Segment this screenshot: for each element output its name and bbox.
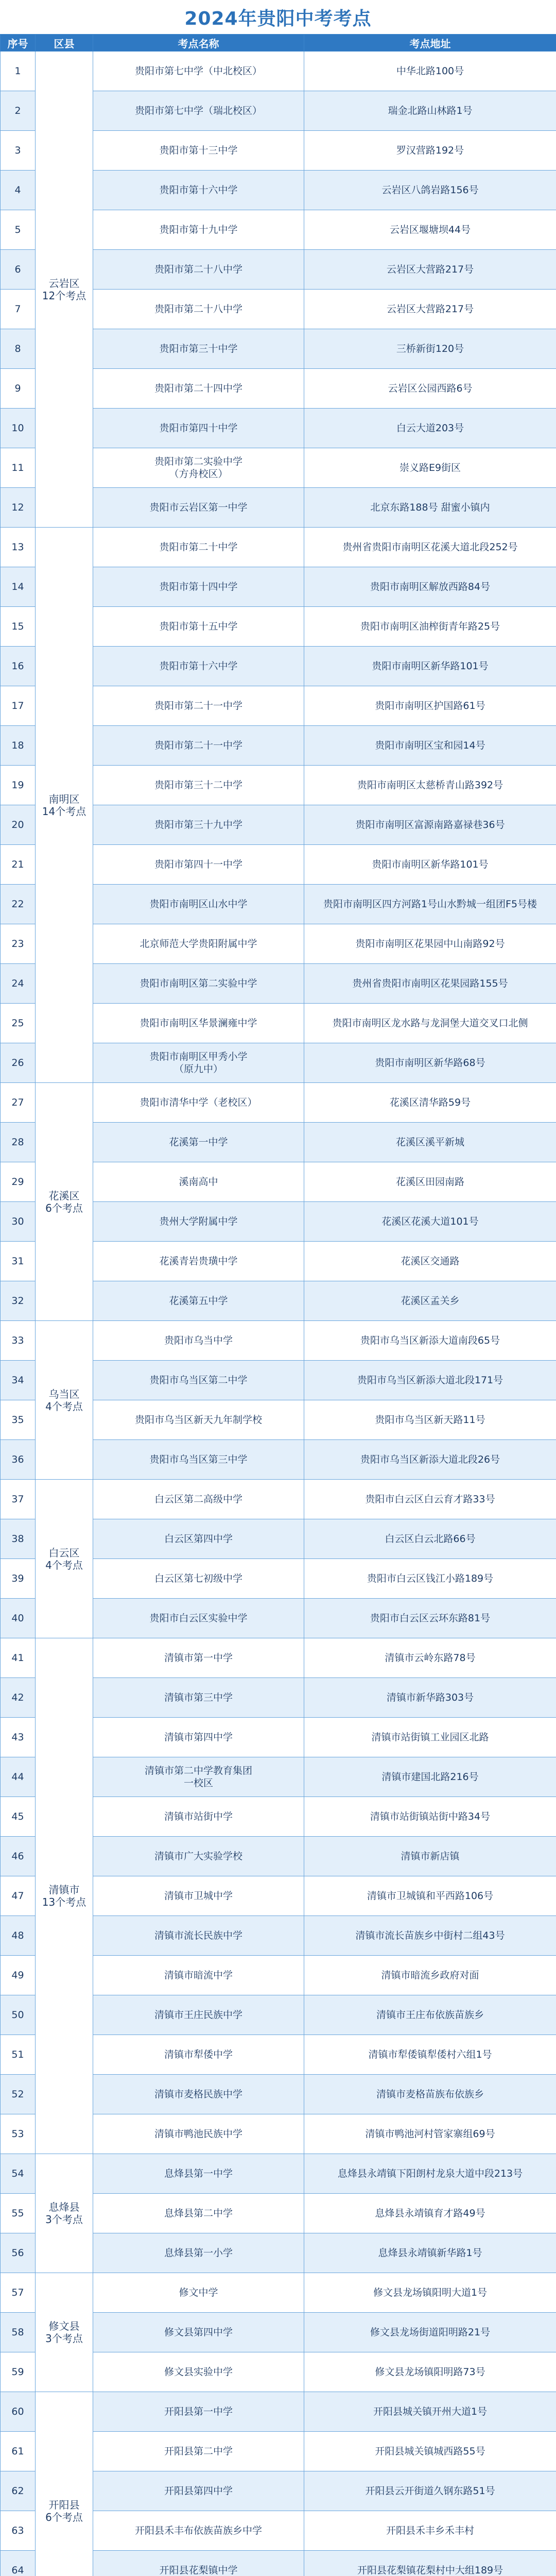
row-index: 45 — [1, 1797, 36, 1837]
address-cell: 贵州省贵阳市南明区花溪大道北段252号 — [304, 528, 556, 567]
school-name-cell: 贵阳市南明区甲秀小学 （原九中） — [93, 1043, 304, 1083]
table-row — [1, 2392, 556, 2432]
row-index: 46 — [1, 1837, 36, 1876]
school-name-cell: 花溪第五中学 — [93, 1281, 304, 1321]
row-index: 48 — [1, 1916, 36, 1956]
row-index: 52 — [1, 2075, 36, 2114]
address-cell: 云岩区大营路217号 — [304, 250, 556, 290]
school-name-cell: 修文县实验中学 — [93, 2352, 304, 2392]
table-header-row — [1, 35, 556, 52]
address-cell: 开阳县城关镇开州大道1号 — [304, 2392, 556, 2432]
address-cell: 贵阳市南明区宝和园14号 — [304, 726, 556, 766]
exam-site-table — [0, 34, 556, 2576]
row-index: 31 — [1, 1242, 36, 1281]
address-cell: 清镇市新华路303号 — [304, 1678, 556, 1718]
address-cell: 清镇市鸭池河村管家寨组69号 — [304, 2114, 556, 2154]
row-index: 9 — [1, 369, 36, 409]
district-cell: 乌当区 4个考点 — [36, 1321, 93, 1480]
row-index: 43 — [1, 1718, 36, 1757]
row-index: 3 — [1, 131, 36, 171]
row-index: 20 — [1, 805, 36, 845]
address-cell: 贵阳市南明区四方河路1号山水黔城一组团F5号楼 — [304, 885, 556, 924]
school-name-cell: 贵阳市乌当中学 — [93, 1321, 304, 1361]
address-cell: 清镇市卫城镇和平西路106号 — [304, 1876, 556, 1916]
page-title: 2024年贵阳中考考点 — [0, 0, 556, 34]
school-name-cell: 清镇市第二中学教育集团 一校区 — [93, 1757, 304, 1797]
address-cell: 开阳县云开街道久钢东路51号 — [304, 2471, 556, 2511]
row-index: 58 — [1, 2313, 36, 2352]
school-name-cell: 息烽县第二中学 — [93, 2194, 304, 2233]
address-cell: 清镇市流长苗族乡中街村二组43号 — [304, 1916, 556, 1956]
table-row — [1, 1083, 556, 1123]
row-index: 63 — [1, 2511, 36, 2551]
school-name-cell: 贵阳市第十三中学 — [93, 131, 304, 171]
row-index: 1 — [1, 52, 36, 91]
school-name-cell: 贵阳市第十六中学 — [93, 647, 304, 686]
school-name-cell: 贵阳市南明区第二实验中学 — [93, 964, 304, 1004]
school-name-cell: 白云区第四中学 — [93, 1519, 304, 1559]
address-cell: 花溪区溪平新城 — [304, 1123, 556, 1162]
header-district: 区县 — [36, 35, 93, 52]
row-index: 18 — [1, 726, 36, 766]
address-cell: 贵阳市乌当区新添大道南段65号 — [304, 1321, 556, 1361]
address-cell: 贵阳市南明区富源南路嘉禄巷36号 — [304, 805, 556, 845]
address-cell: 贵阳市南明区太慈桥青山路392号 — [304, 766, 556, 805]
address-cell: 贵阳市乌当区新添大道北段171号 — [304, 1361, 556, 1400]
address-cell: 清镇市云岭东路78号 — [304, 1638, 556, 1678]
table-row — [1, 1638, 556, 1678]
row-index: 51 — [1, 2035, 36, 2075]
address-cell: 云岩区大营路217号 — [304, 290, 556, 329]
address-cell: 息烽县永靖镇新华路1号 — [304, 2233, 556, 2273]
row-index: 21 — [1, 845, 36, 885]
school-name-cell: 清镇市第四中学 — [93, 1718, 304, 1757]
row-index: 17 — [1, 686, 36, 726]
school-name-cell: 清镇市站街中学 — [93, 1797, 304, 1837]
row-index: 60 — [1, 2392, 36, 2432]
address-cell: 修文县龙场镇阳明大道1号 — [304, 2273, 556, 2313]
school-name-cell: 贵阳市第二十一中学 — [93, 686, 304, 726]
row-index: 64 — [1, 2551, 36, 2576]
address-cell: 清镇市站街镇站街中路34号 — [304, 1797, 556, 1837]
address-cell: 贵阳市南明区护国路61号 — [304, 686, 556, 726]
school-name-cell: 开阳县禾丰布依族苗族乡中学 — [93, 2511, 304, 2551]
address-cell: 花溪区交通路 — [304, 1242, 556, 1281]
header-index: 序号 — [1, 35, 36, 52]
row-index: 28 — [1, 1123, 36, 1162]
district-cell: 云岩区 12个考点 — [36, 52, 93, 528]
address-cell: 清镇市犁倭镇犁倭村六组1号 — [304, 2035, 556, 2075]
address-cell: 清镇市站街镇工业园区北路 — [304, 1718, 556, 1757]
row-index: 62 — [1, 2471, 36, 2511]
address-cell: 中华北路100号 — [304, 52, 556, 91]
row-index: 40 — [1, 1599, 36, 1638]
address-cell: 贵阳市白云区钱江小路189号 — [304, 1559, 556, 1599]
row-index: 34 — [1, 1361, 36, 1400]
address-cell: 贵阳市南明区新华路101号 — [304, 845, 556, 885]
address-cell: 贵州省贵阳市南明区花果园路155号 — [304, 964, 556, 1004]
school-name-cell: 花溪第一中学 — [93, 1123, 304, 1162]
school-name-cell: 白云区第七初级中学 — [93, 1559, 304, 1599]
row-index: 35 — [1, 1400, 36, 1440]
district-cell: 清镇市 13个考点 — [36, 1638, 93, 2154]
school-name-cell: 清镇市广大实验学校 — [93, 1837, 304, 1876]
school-name-cell: 贵州大学附属中学 — [93, 1202, 304, 1242]
row-index: 44 — [1, 1757, 36, 1797]
district-cell: 白云区 4个考点 — [36, 1480, 93, 1638]
row-index: 11 — [1, 448, 36, 488]
address-cell: 三桥新街120号 — [304, 329, 556, 369]
row-index: 27 — [1, 1083, 36, 1123]
address-cell: 花溪区孟关乡 — [304, 1281, 556, 1321]
district-cell: 息烽县 3个考点 — [36, 2154, 93, 2273]
row-index: 14 — [1, 567, 36, 607]
row-index: 7 — [1, 290, 36, 329]
school-name-cell: 贵阳市乌当区新天九年制学校 — [93, 1400, 304, 1440]
address-cell: 贵阳市南明区花果园中山南路92号 — [304, 924, 556, 964]
school-name-cell: 开阳县第四中学 — [93, 2471, 304, 2511]
address-cell: 开阳县城关镇城西路55号 — [304, 2432, 556, 2471]
row-index: 6 — [1, 250, 36, 290]
row-index: 56 — [1, 2233, 36, 2273]
school-name-cell: 白云区第二高级中学 — [93, 1480, 304, 1519]
row-index: 29 — [1, 1162, 36, 1202]
row-index: 25 — [1, 1004, 36, 1043]
school-name-cell: 清镇市麦格民族中学 — [93, 2075, 304, 2114]
table-body — [1, 52, 556, 2576]
school-name-cell: 贵阳市第二十中学 — [93, 528, 304, 567]
school-name-cell: 贵阳市第二十一中学 — [93, 726, 304, 766]
row-index: 30 — [1, 1202, 36, 1242]
row-index: 8 — [1, 329, 36, 369]
school-name-cell: 贵阳市第十四中学 — [93, 567, 304, 607]
school-name-cell: 清镇市鸭池民族中学 — [93, 2114, 304, 2154]
table-row — [1, 2154, 556, 2194]
school-name-cell: 清镇市第一中学 — [93, 1638, 304, 1678]
school-name-cell: 北京师范大学贵阳附属中学 — [93, 924, 304, 964]
row-index: 22 — [1, 885, 36, 924]
school-name-cell: 贵阳市第十九中学 — [93, 210, 304, 250]
row-index: 36 — [1, 1440, 36, 1480]
address-cell: 贵阳市白云区白云育才路33号 — [304, 1480, 556, 1519]
address-cell: 修文县龙场镇阳明路73号 — [304, 2352, 556, 2392]
school-name-cell: 清镇市流长民族中学 — [93, 1916, 304, 1956]
address-cell: 花溪区田园南路 — [304, 1162, 556, 1202]
school-name-cell: 修文县第四中学 — [93, 2313, 304, 2352]
school-name-cell: 息烽县第一小学 — [93, 2233, 304, 2273]
row-index: 42 — [1, 1678, 36, 1718]
school-name-cell: 贵阳市第二实验中学 （方舟校区） — [93, 448, 304, 488]
school-name-cell: 修文中学 — [93, 2273, 304, 2313]
address-cell: 清镇市暗流乡政府对面 — [304, 1956, 556, 1995]
address-cell: 贵阳市乌当区新天路11号 — [304, 1400, 556, 1440]
row-index: 32 — [1, 1281, 36, 1321]
district-cell: 修文县 3个考点 — [36, 2273, 93, 2392]
school-name-cell: 清镇市第三中学 — [93, 1678, 304, 1718]
address-cell: 罗汉营路192号 — [304, 131, 556, 171]
row-index: 26 — [1, 1043, 36, 1083]
row-index: 47 — [1, 1876, 36, 1916]
address-cell: 息烽县永靖镇下阳朗村龙泉大道中段213号 — [304, 2154, 556, 2194]
row-index: 53 — [1, 2114, 36, 2154]
row-index: 57 — [1, 2273, 36, 2313]
row-index: 41 — [1, 1638, 36, 1678]
address-cell: 花溪区清华路59号 — [304, 1083, 556, 1123]
table-row — [1, 2273, 556, 2313]
row-index: 55 — [1, 2194, 36, 2233]
address-cell: 清镇市麦格苗族布依族乡 — [304, 2075, 556, 2114]
table-row — [1, 52, 556, 91]
header-school: 考点名称 — [93, 35, 304, 52]
school-name-cell: 贵阳市乌当区第二中学 — [93, 1361, 304, 1400]
address-cell: 崇义路E9街区 — [304, 448, 556, 488]
school-name-cell: 花溪青岩贵璜中学 — [93, 1242, 304, 1281]
row-index: 39 — [1, 1559, 36, 1599]
school-name-cell: 贵阳市白云区实验中学 — [93, 1599, 304, 1638]
school-name-cell: 贵阳市云岩区第一中学 — [93, 488, 304, 528]
school-name-cell: 开阳县花梨镇中学 — [93, 2551, 304, 2576]
row-index: 15 — [1, 607, 36, 647]
school-name-cell: 贵阳市第四十中学 — [93, 409, 304, 448]
address-cell: 云岩区公园西路6号 — [304, 369, 556, 409]
school-name-cell: 清镇市卫城中学 — [93, 1876, 304, 1916]
school-name-cell: 贵阳市南明区山水中学 — [93, 885, 304, 924]
address-cell: 瑞金北路山林路1号 — [304, 91, 556, 131]
row-index: 16 — [1, 647, 36, 686]
school-name-cell: 清镇市犁倭中学 — [93, 2035, 304, 2075]
row-index: 2 — [1, 91, 36, 131]
school-name-cell: 贵阳市第三十中学 — [93, 329, 304, 369]
row-index: 19 — [1, 766, 36, 805]
row-index: 13 — [1, 528, 36, 567]
address-cell: 白云区白云北路66号 — [304, 1519, 556, 1559]
table-row — [1, 1480, 556, 1519]
address-cell: 北京东路188号 甜蜜小镇内 — [304, 488, 556, 528]
school-name-cell: 贵阳市第二十八中学 — [93, 250, 304, 290]
address-cell: 白云大道203号 — [304, 409, 556, 448]
school-name-cell: 贵阳市第三十二中学 — [93, 766, 304, 805]
school-name-cell: 贵阳市第十六中学 — [93, 171, 304, 210]
row-index: 10 — [1, 409, 36, 448]
district-cell: 开阳县 6个考点 — [36, 2392, 93, 2576]
row-index: 5 — [1, 210, 36, 250]
row-index: 54 — [1, 2154, 36, 2194]
school-name-cell: 清镇市暗流中学 — [93, 1956, 304, 1995]
row-index: 49 — [1, 1956, 36, 1995]
address-cell: 贵阳市南明区龙水路与龙洞堡大道交叉口北侧 — [304, 1004, 556, 1043]
school-name-cell: 贵阳市乌当区第三中学 — [93, 1440, 304, 1480]
row-index: 37 — [1, 1480, 36, 1519]
address-cell: 贵阳市乌当区新添大道北段26号 — [304, 1440, 556, 1480]
header-address: 考点地址 — [304, 35, 556, 52]
school-name-cell: 贵阳市清华中学（老校区） — [93, 1083, 304, 1123]
address-cell: 开阳县花梨镇花梨村中大组189号 — [304, 2551, 556, 2576]
address-cell: 贵阳市南明区新华路101号 — [304, 647, 556, 686]
address-cell: 清镇市新店镇 — [304, 1837, 556, 1876]
address-cell: 息烽县永靖镇育才路49号 — [304, 2194, 556, 2233]
school-name-cell: 贵阳市第七中学（瑞北校区） — [93, 91, 304, 131]
district-cell: 花溪区 6个考点 — [36, 1083, 93, 1321]
address-cell: 云岩区堰塘坝44号 — [304, 210, 556, 250]
address-cell: 开阳县禾丰乡禾丰村 — [304, 2511, 556, 2551]
school-name-cell: 开阳县第二中学 — [93, 2432, 304, 2471]
row-index: 24 — [1, 964, 36, 1004]
row-index: 50 — [1, 1995, 36, 2035]
row-index: 4 — [1, 171, 36, 210]
school-name-cell: 息烽县第一中学 — [93, 2154, 304, 2194]
school-name-cell: 贵阳市第十五中学 — [93, 607, 304, 647]
row-index: 38 — [1, 1519, 36, 1559]
address-cell: 云岩区八鸽岩路156号 — [304, 171, 556, 210]
school-name-cell: 贵阳市第四十一中学 — [93, 845, 304, 885]
address-cell: 花溪区花溪大道101号 — [304, 1202, 556, 1242]
row-index: 23 — [1, 924, 36, 964]
address-cell: 贵阳市南明区解放西路84号 — [304, 567, 556, 607]
table-row — [1, 528, 556, 567]
school-name-cell: 清镇市王庄民族中学 — [93, 1995, 304, 2035]
address-cell: 清镇市建国北路216号 — [304, 1757, 556, 1797]
school-name-cell: 贵阳市第二十八中学 — [93, 290, 304, 329]
table-row — [1, 1321, 556, 1361]
address-cell: 修文县龙场街道阳明路21号 — [304, 2313, 556, 2352]
row-index: 33 — [1, 1321, 36, 1361]
address-cell: 贵阳市南明区油榨街青年路25号 — [304, 607, 556, 647]
district-cell: 南明区 14个考点 — [36, 528, 93, 1083]
school-name-cell: 贵阳市第三十九中学 — [93, 805, 304, 845]
address-cell: 清镇市王庄布依族苗族乡 — [304, 1995, 556, 2035]
address-cell: 贵阳市白云区云环东路81号 — [304, 1599, 556, 1638]
school-name-cell: 开阳县第一中学 — [93, 2392, 304, 2432]
school-name-cell: 贵阳市第七中学（中北校区） — [93, 52, 304, 91]
school-name-cell: 贵阳市第二十四中学 — [93, 369, 304, 409]
row-index: 59 — [1, 2352, 36, 2392]
school-name-cell: 贵阳市南明区华景澜雍中学 — [93, 1004, 304, 1043]
school-name-cell: 溪南高中 — [93, 1162, 304, 1202]
address-cell: 贵阳市南明区新华路68号 — [304, 1043, 556, 1083]
row-index: 61 — [1, 2432, 36, 2471]
row-index: 12 — [1, 488, 36, 528]
